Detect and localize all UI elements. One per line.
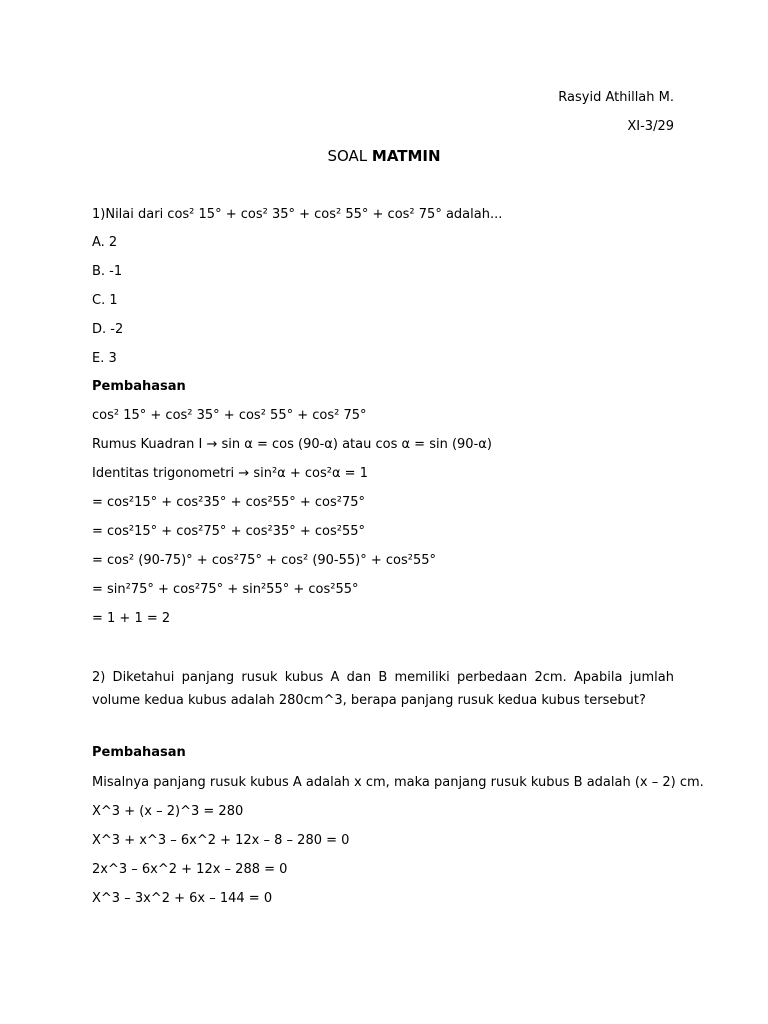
- solution-1-line: = cos²15° + cos²75° + cos²35° + cos²55°: [92, 524, 366, 539]
- solution-1-line: Identitas trigonometri → sin²α + cos²α = 1: [92, 466, 368, 481]
- solution-2-line: X^3 + x^3 – 6x^2 + 12x – 8 – 280 = 0: [92, 833, 350, 848]
- solution-1-line: = cos²15° + cos²35° + cos²55° + cos²75°: [92, 495, 366, 510]
- solution-1-line: = 1 + 1 = 2: [92, 611, 171, 626]
- solution-2-line: Misalnya panjang rusuk kubus A adalah x cm, maka panjang rusuk kubus B adalah (x – 2) cm.: [92, 775, 704, 790]
- solution-2-line: 2x^3 – 6x^2 + 12x – 288 = 0: [92, 862, 288, 877]
- pembahasan-1-heading: Pembahasan: [92, 379, 186, 394]
- option-b: B. -1: [92, 264, 123, 279]
- question-1-text: 1)Nilai dari cos² 15° + cos² 35° + cos² 55° + cos² 75° adalah...: [92, 207, 503, 222]
- solution-1-line: Rumus Kuadran I → sin α = cos (90-α) atau cos α = sin (90-α): [92, 437, 492, 452]
- option-e: E. 3: [92, 351, 117, 366]
- title-part-2: MATMIN: [371, 147, 441, 165]
- solution-2-line: X^3 + (x – 2)^3 = 280: [92, 804, 244, 819]
- solution-1-line: = sin²75° + cos²75° + sin²55° + cos²55°: [92, 582, 359, 597]
- title-part-1: SOAL: [327, 147, 372, 165]
- solution-1-line: = cos² (90-75)° + cos²75° + cos² (90-55)° + cos²55°: [92, 553, 437, 568]
- question-2-text: 2) Diketahui panjang rusuk kubus A dan B memiliki perbedaan 2cm. Apabila jumlah volume kedua kubus adalah 280cm^3, berapa panjang rusuk kedua kubus tersebut?: [92, 670, 674, 708]
- author-name: Rasyid Athillah M.: [558, 90, 674, 105]
- class-number: XI-3/29: [627, 119, 674, 134]
- solution-1-line: cos² 15° + cos² 35° + cos² 55° + cos² 75°: [92, 408, 367, 423]
- option-c: C. 1: [92, 293, 118, 308]
- page-title: [0, 147, 768, 165]
- solution-2-line: X^3 – 3x^2 + 6x – 144 = 0: [92, 891, 273, 906]
- pembahasan-2-heading: Pembahasan: [92, 745, 186, 760]
- option-a: A. 2: [92, 235, 118, 250]
- option-d: D. -2: [92, 322, 124, 337]
